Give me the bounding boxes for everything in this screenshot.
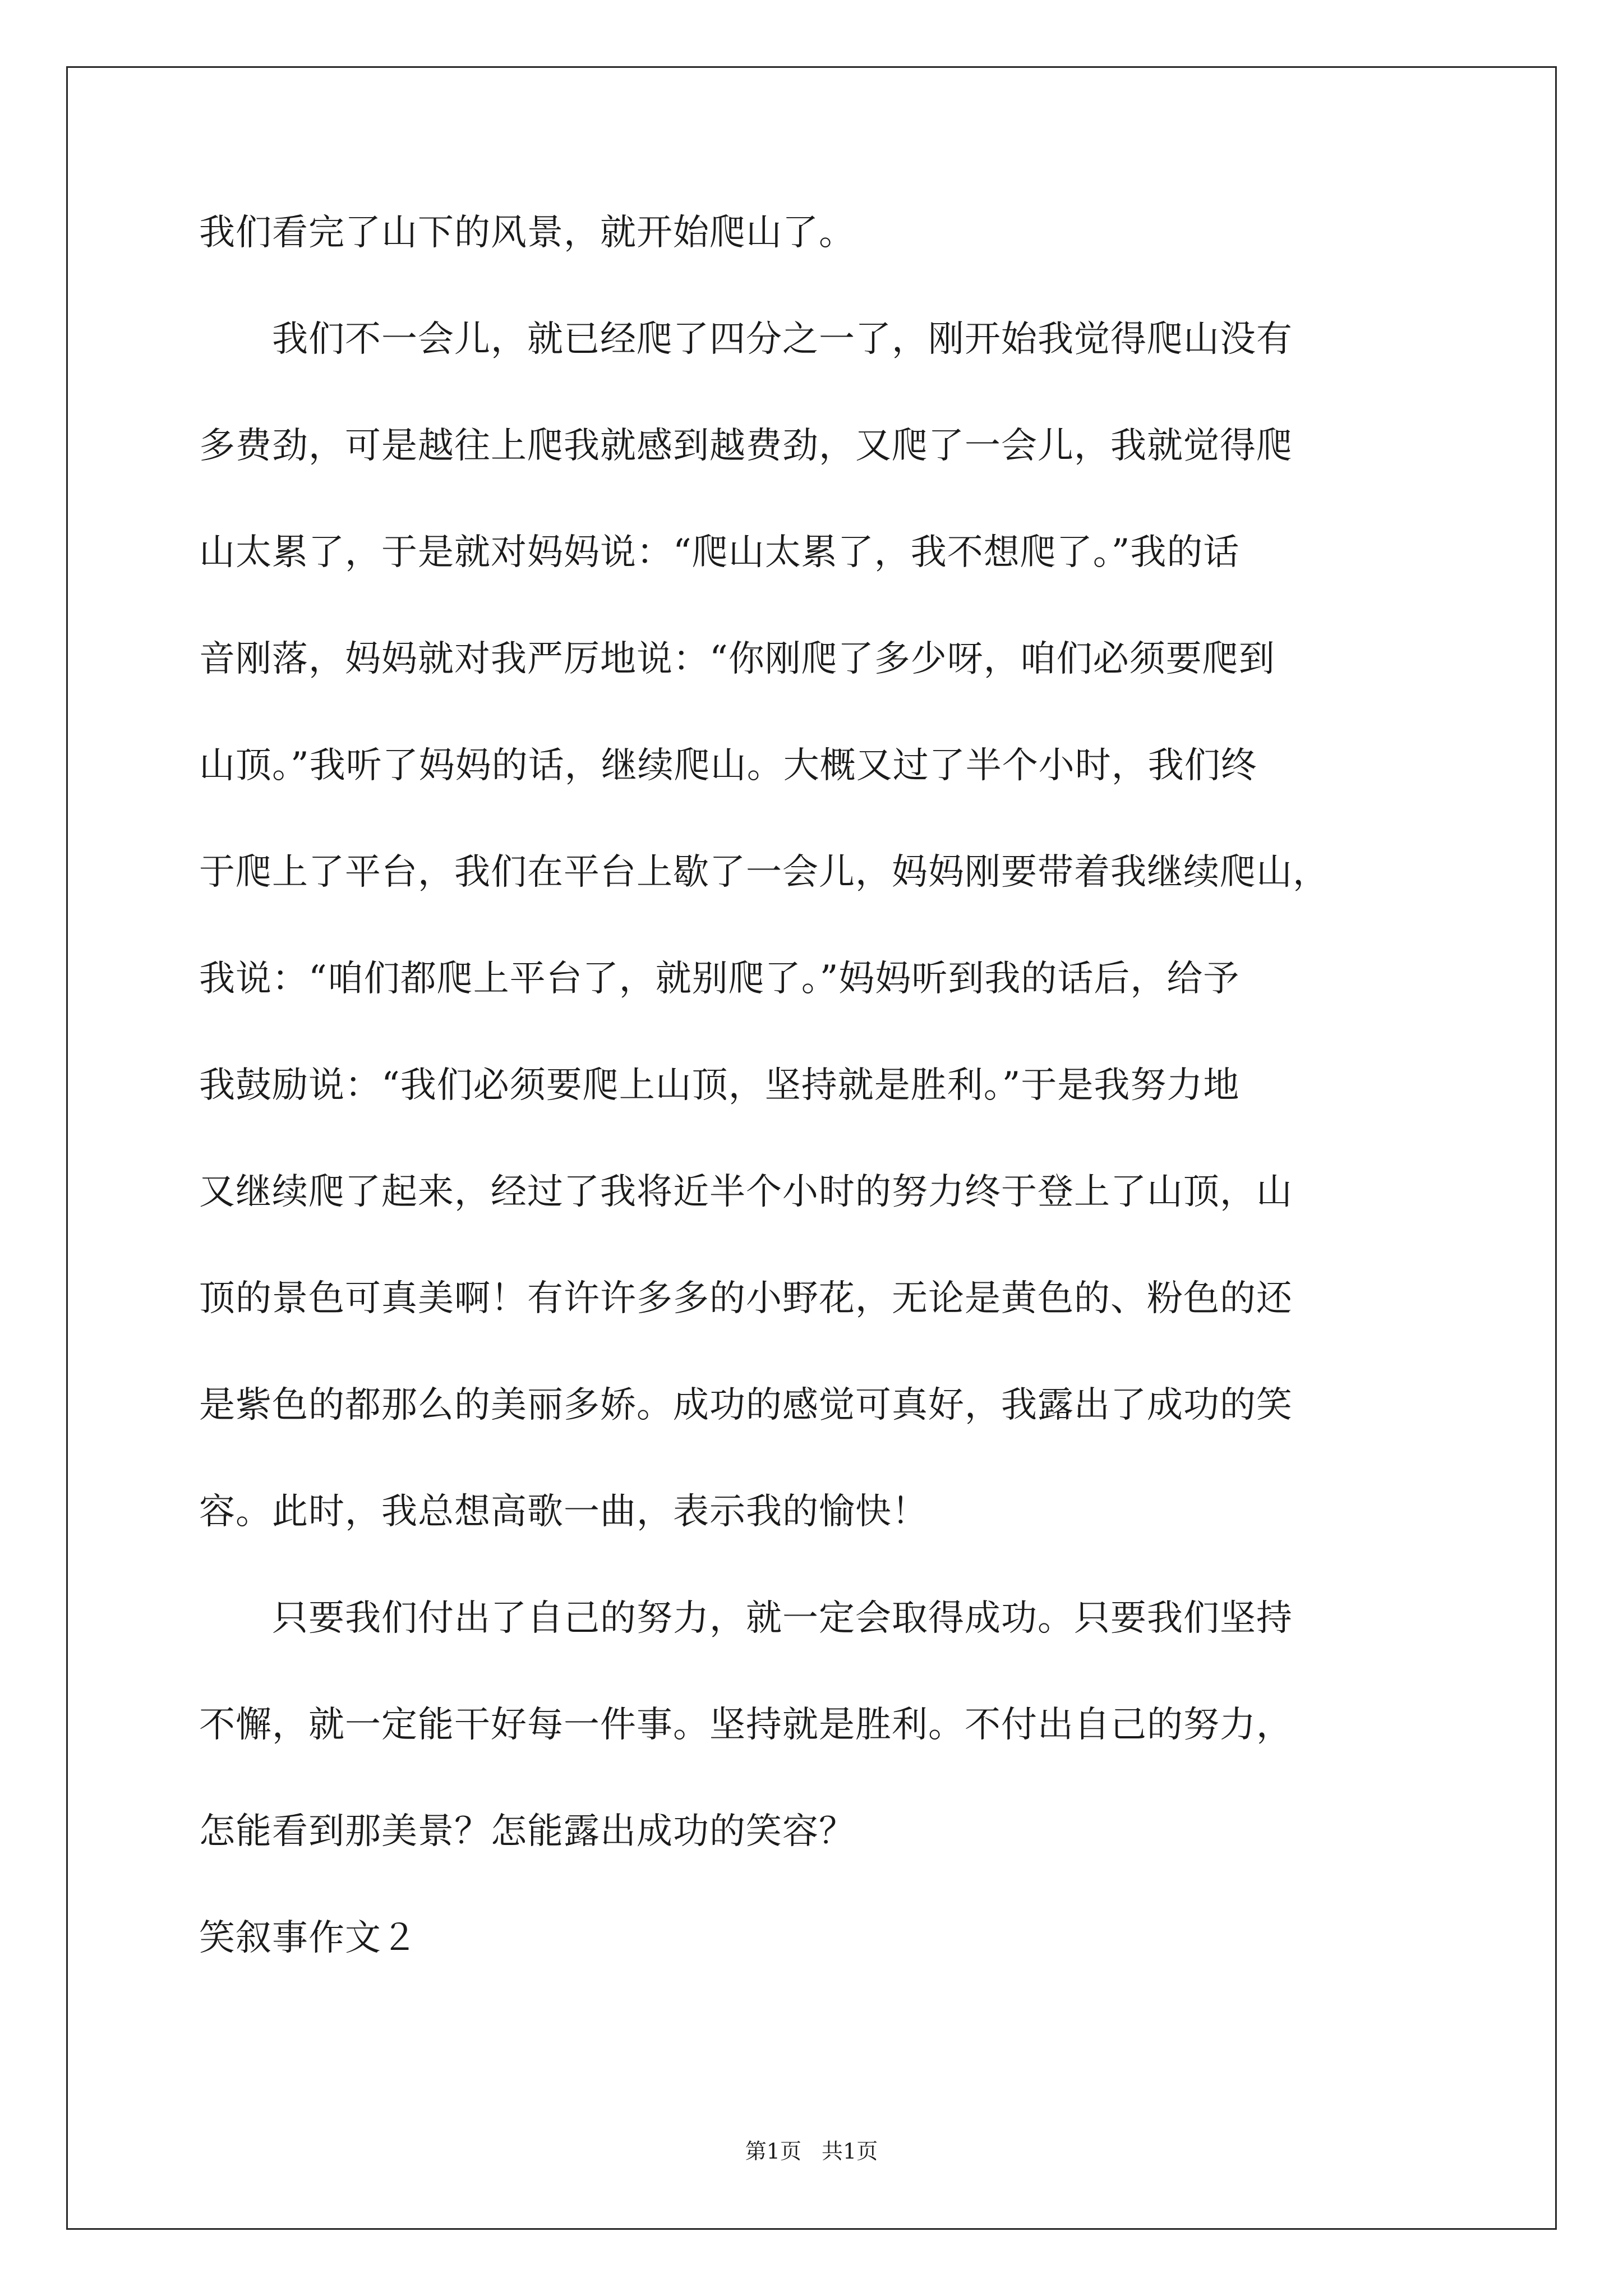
page-border (66, 66, 1557, 2230)
text-line: 我鼓励说：“我们必须要爬上山顶，坚持就是胜利。”于是我努力地 (199, 1065, 1240, 1106)
text-line: 于爬上了平台，我们在平台上歇了一会儿，妈妈刚要带着我继续爬山， (199, 852, 1329, 893)
text-line: 音刚落，妈妈就对我严厉地说：“你刚爬了多少呀，咱们必须要爬到 (199, 638, 1275, 680)
text-line: 我们看完了山下的风景，就开始爬山了。 (199, 212, 855, 254)
text-line: 我们不一会儿，就已经爬了四分之一了，刚开始我觉得爬山没有 (199, 319, 1293, 360)
page-number-current: 第1页 (745, 2139, 801, 2164)
page-number-total: 共1页 (822, 2139, 878, 2164)
section-heading: 笑叙事作文２ (199, 1917, 418, 1959)
text-line: 怎能看到那美景？怎能露出成功的笑容？ (199, 1811, 855, 1852)
text-line: 山太累了，于是就对妈妈说：“爬山太累了，我不想爬了。”我的话 (199, 532, 1240, 573)
text-line: 多费劲，可是越往上爬我就感到越费劲，又爬了一会儿，我就觉得爬 (199, 425, 1293, 467)
text-line: 不懈，就一定能干好每一件事。坚持就是胜利。不付出自己的努力， (199, 1704, 1293, 1746)
text-line: 又继续爬了起来，经过了我将近半个小时的努力终于登上了山顶，山 (199, 1171, 1293, 1213)
text-line: 我说：“咱们都爬上平台了，就别爬了。”妈妈听到我的话后，给予 (199, 958, 1240, 1000)
text-line: 是紫色的都那么的美丽多娇。成功的感觉可真好，我露出了成功的笑 (199, 1384, 1293, 1426)
text-line: 山顶。”我听了妈妈的话，继续爬山。大概又过了半个小时，我们终 (199, 745, 1257, 786)
page-footer (0, 2137, 1623, 2165)
text-line: 容。此时，我总想高歌一曲，表示我的愉快！ (199, 1491, 928, 1533)
text-line: 只要我们付出了自己的努力，就一定会取得成功。只要我们坚持 (199, 1598, 1293, 1639)
text-line: 顶的景色可真美啊！有许许多多的小野花，无论是黄色的、粉色的还 (199, 1278, 1293, 1319)
